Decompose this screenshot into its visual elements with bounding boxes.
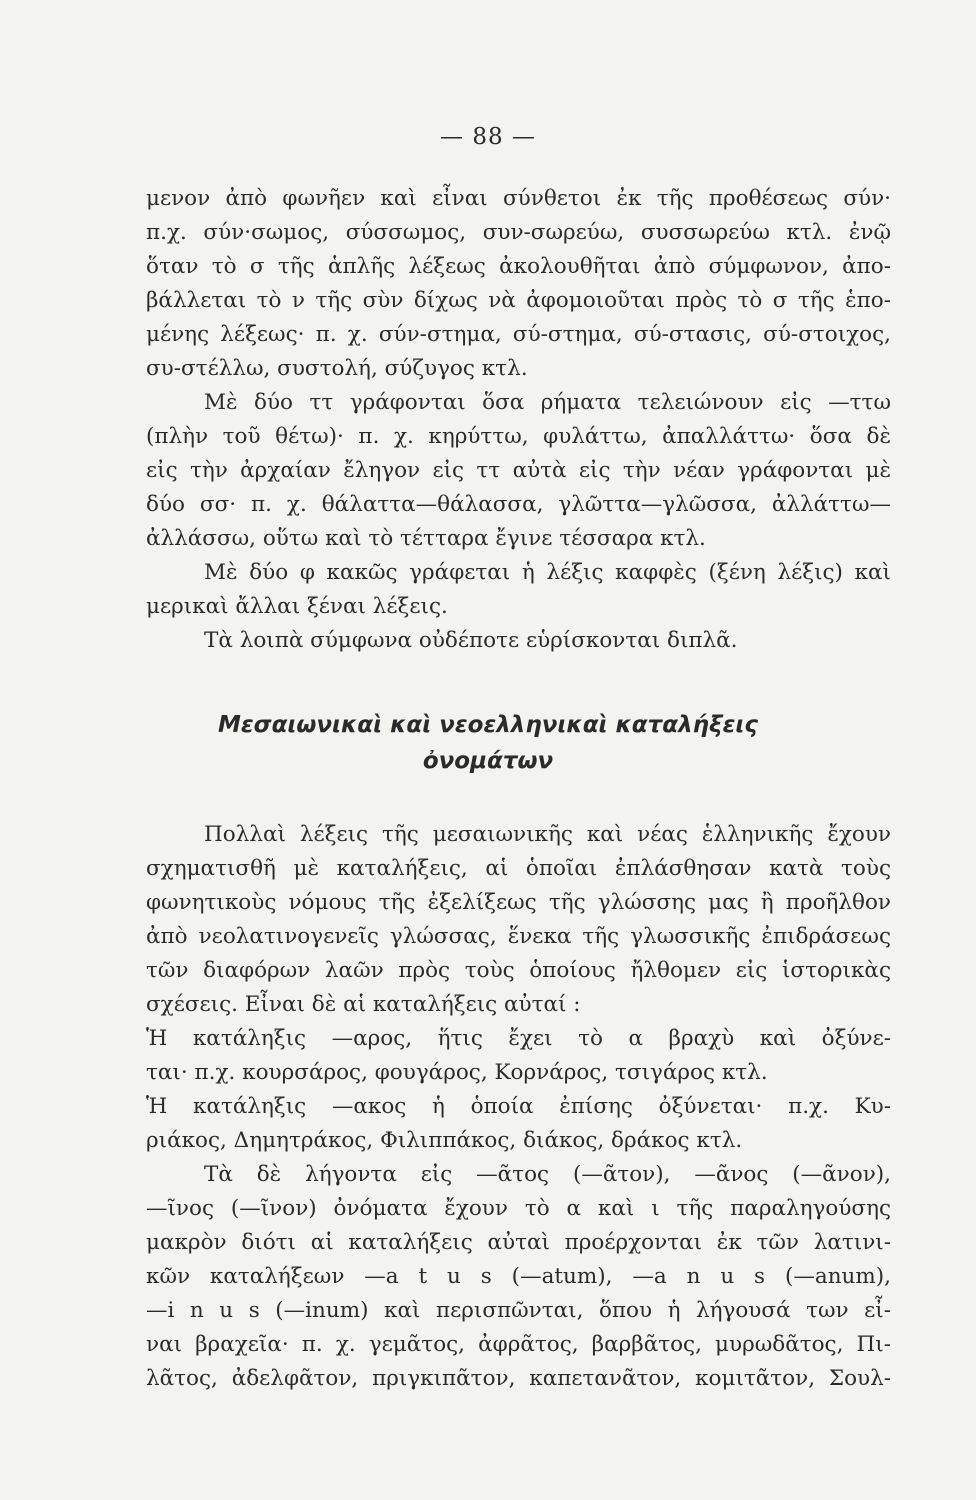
- section-heading-continued: ὀνομάτων: [422, 748, 554, 774]
- page-number: — 88 —: [440, 124, 536, 150]
- text-line: (πλὴν τοῦ θέτω)· π. χ. κηρύττω, φυλάττω, ἀπαλλάττω· ὅσα δὲ: [146, 424, 891, 449]
- text-line: ριάκος, Δημητράκος, Φιλιππάκος, διάκος, δράκος κτλ.: [146, 1128, 743, 1153]
- text-line: μερικαὶ ἄλλαι ξέναι λέξεις.: [146, 594, 448, 619]
- text-line: μενον ἀπὸ φωνῆεν καὶ εἶναι σύνθετοι ἐκ τῆς προθέσεως σύν·: [146, 186, 891, 211]
- text-line: φωνητικοὺς νόμους τῆς ἐξελίξεως τῆς γλώσσης μας ἢ προῆλθον: [146, 890, 891, 915]
- text-line: κῶν καταλήξεων —a t u s (—atum), —a n u s (—anum),: [146, 1264, 891, 1289]
- text-line: σχέσεις. Εἶναι δὲ αἱ καταλήξεις αὐταί :: [146, 992, 581, 1017]
- text-line: —ῖνος (—ῖνον) ὀνόματα ἔχουν τὸ α καὶ ι τῆς παραληγούσης: [146, 1196, 891, 1221]
- text-line: ἀλλάσσω, οὕτω καὶ τὸ τέτταρα ἔγινε τέσσαρα κτλ.: [146, 526, 706, 551]
- text-line: βάλλεται τὸ ν τῆς σὺν δίχως νὰ ἀφομοιοῦται πρὸς τὸ σ τῆς ἑπο-: [146, 288, 891, 313]
- text-line: Τὰ δὲ λήγοντα εἰς —ᾶτος (—ᾶτον), —ᾶνος (—ᾶνον),: [204, 1162, 891, 1187]
- text-line: δύο σσ· π. χ. θάλαττα—θάλασσα, γλῶττα—γλῶσσα, ἀλλάττω—: [146, 492, 891, 517]
- text-line: σχηματισθῆ μὲ καταλήξεις, αἱ ὁποῖαι ἐπλάσθησαν κατὰ τοὺς: [146, 856, 891, 881]
- section-heading: Μεσαιωνικαὶ καὶ νεοελληνικαὶ καταλήξεις: [217, 712, 759, 738]
- text-line: Ἡ κατάληξις —αρος, ἥτις ἔχει τὸ α βραχὺ καὶ ὀξύνε-: [146, 1026, 891, 1051]
- text-line: τῶν διαφόρων λαῶν πρὸς τοὺς ὁποίους ἤλθομεν εἰς ἱστορικὰς: [146, 958, 891, 983]
- text-line: μακρὸν διότι αἱ καταλήξεις αὐταὶ προέρχονται ἐκ τῶν λατινι-: [146, 1230, 891, 1255]
- text-line: συ-στέλλω, συστολή, σύζυγος κτλ.: [146, 356, 528, 381]
- text-line: ἀπὸ νεολατινογενεῖς γλώσσας, ἕνεκα τῆς γλωσσικῆς ἐπιδράσεως: [146, 924, 891, 949]
- text-line: Μὲ δύο φ κακῶς γράφεται ἡ λέξις καφφὲς (ξένη λέξις) καὶ: [204, 560, 891, 585]
- text-line: Τὰ λοιπὰ σύμφωνα οὐδέποτε εὑρίσκονται διπλᾶ.: [204, 628, 738, 653]
- text-line: Ἡ κατάληξις —ακος ἡ ὁποία ἐπίσης ὀξύνεται· π.χ. Κυ-: [146, 1094, 891, 1119]
- text-line: ται· π.χ. κουρσάρος, φουγάρος, Κορνάρος, τσιγάρος κτλ.: [146, 1060, 768, 1085]
- text-line: ὅταν τὸ σ τῆς ἁπλῆς λέξεως ἀκολουθῆται ἀπὸ σύμφωνον, ἀπο-: [146, 254, 891, 279]
- text-line: εἰς τὴν ἀρχαίαν ἔληγον εἰς ττ αὐτὰ εἰς τὴν νέαν γράφονται μὲ: [146, 458, 891, 483]
- text-line: μένης λέξεως· π. χ. σύν-στημα, σύ-στημα, σύ-στασις, σύ-στοιχος,: [146, 322, 891, 347]
- text-line: ναι βραχεῖα· π. χ. γεμᾶτος, ἀφρᾶτος, βαρβᾶτος, μυρωδᾶτος, Πι-: [146, 1332, 891, 1357]
- text-line: Πολλαὶ λέξεις τῆς μεσαιωνικῆς καὶ νέας ἑλληνικῆς ἔχουν: [204, 822, 891, 847]
- text-line: λᾶτος, ἀδελφᾶτον, πριγκιπᾶτον, καπετανᾶτον, κομιτᾶτον, Σουλ-: [146, 1366, 891, 1391]
- text-line: —i n u s (—inum) καὶ περισπῶνται, ὅπου ἡ λήγουσά των εἶ-: [146, 1298, 891, 1323]
- text-line: π.χ. σύν·σωμος, σύσσωμος, συν-σωρεύω, συσσωρεύω κτλ. ἐνῷ: [146, 220, 891, 245]
- text-line: Μὲ δύο ττ γράφονται ὅσα ρήματα τελειώνουν εἰς —ττω: [204, 390, 891, 415]
